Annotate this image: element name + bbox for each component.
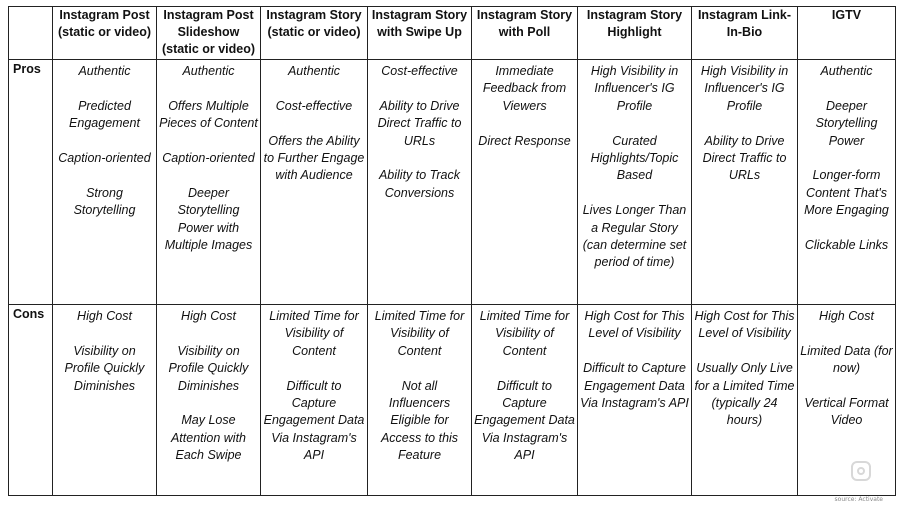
cell-item: Authentic [78, 64, 131, 78]
pros-cell [472, 60, 578, 305]
cell-item: May Lose Attention with Each Swipe [170, 413, 247, 463]
cons-cell [53, 305, 157, 496]
header-row [9, 7, 896, 60]
pros-cell [261, 60, 368, 305]
cell-item: Usually Only Live for a Limited Time (typically 24 hours) [694, 361, 795, 428]
cell-item: Not all Influencers Eligible for Access to this Feature [380, 378, 459, 463]
pros-cell [157, 60, 261, 305]
header-instagram-story-swipe-up: Instagram Story with Swipe Up [368, 7, 472, 60]
cell-item: Limited Time for Visibility of Content [374, 309, 465, 358]
pros-cell [578, 60, 692, 305]
header-instagram-post-slideshow: Instagram Post Slideshow (static or video) [157, 7, 261, 60]
cell-item: Offers the Ability to Further Engage with Audience [263, 133, 365, 183]
header-instagram-story: Instagram Story (static or video) [261, 7, 368, 60]
cell-item: Ability to Drive Direct Traffic to URLs [377, 98, 462, 148]
pros-row [9, 60, 896, 305]
cell-item: Limited Time for Visibility of Content [269, 309, 359, 358]
cell-item: Direct Response [478, 133, 571, 148]
pros-cell [53, 60, 157, 305]
cons-cell [578, 305, 692, 496]
cell-item: High Cost [77, 309, 132, 323]
cons-cell [472, 305, 578, 496]
cell-item: Deeper Storytelling Power with Multiple Images [164, 185, 253, 253]
cons-cell [798, 305, 896, 496]
cell-item: Ability to Drive Direct Traffic to URLs [702, 133, 787, 183]
header-instagram-link-in-bio: Instagram Link-In-Bio [692, 7, 798, 60]
cell-item: Immediate Feedback from Viewers [482, 64, 567, 113]
cell-item: Longer-form Content That's More Engaging [804, 168, 889, 218]
cell-item: Authentic [182, 64, 235, 78]
cell-item: High Visibility in Influencer's IG Profile [590, 64, 679, 113]
pros-cell [798, 60, 896, 305]
cell-item: Strong Storytelling [73, 185, 136, 218]
cons-cell [368, 305, 472, 496]
cell-item: Difficult to Capture Engagement Data Via Instagram's API [474, 378, 575, 463]
pros-cell [368, 60, 472, 305]
cell-item: Authentic [820, 64, 873, 78]
cons-cell [157, 305, 261, 496]
cell-item: High Cost [819, 309, 874, 323]
cons-row [9, 305, 896, 496]
header-igtv: IGTV [798, 7, 896, 60]
cell-item: Caption-oriented [162, 151, 255, 165]
cell-item: Vertical Format Video [804, 396, 889, 428]
cons-label: Cons [9, 305, 53, 496]
cell-item: High Cost for This Level of Visibility [694, 309, 795, 341]
cell-item: Difficult to Capture Engagement Data Via Instagram's API [263, 378, 365, 463]
header-instagram-story-highlight: Instagram Story Highlight [578, 7, 692, 60]
cell-item: Limited Data (for now) [800, 343, 893, 376]
corner-cell [9, 7, 53, 60]
cell-item: High Visibility in Influencer's IG Profile [700, 64, 789, 113]
cell-item: Offers Multiple Pieces of Content [159, 98, 258, 131]
cell-item: Difficult to Capture Engagement Data Via Instagram's API [580, 361, 689, 411]
cell-item: Ability to Track Conversions [378, 168, 461, 200]
cell-item: Deeper Storytelling Power [815, 98, 878, 148]
header-instagram-story-poll: Instagram Story with Poll [472, 7, 578, 60]
cell-item: Cost-effective [275, 98, 353, 113]
cons-cell [692, 305, 798, 496]
instagram-watermark-icon [851, 461, 871, 481]
cell-item: Visibility on Profile Quickly Diminishes [168, 343, 249, 393]
cons-cell [261, 305, 368, 496]
cell-item: Authentic [287, 64, 341, 78]
pros-cell [692, 60, 798, 305]
cell-item: Cost-effective [381, 64, 458, 78]
cell-item: Curated Highlights/Topic Based [590, 133, 679, 183]
comparison-table [8, 6, 896, 496]
cell-item: Visibility on Profile Quickly Diminishes [64, 343, 145, 393]
header-instagram-post: Instagram Post (static or video) [53, 7, 157, 60]
cell-item: High Cost [181, 309, 236, 323]
pros-label: Pros [9, 60, 53, 305]
cell-item: High Cost for This Level of Visibility [584, 309, 685, 341]
source-credit: source: Activate [834, 496, 883, 503]
cell-item: Clickable Links [804, 238, 889, 253]
cell-item: Predicted Engagement [69, 98, 140, 131]
cell-item: Caption-oriented [58, 151, 151, 165]
cell-item: Limited Time for Visibility of Content [479, 309, 570, 358]
cell-item: Lives Longer Than a Regular Story (can determine set period of time) [582, 203, 687, 270]
